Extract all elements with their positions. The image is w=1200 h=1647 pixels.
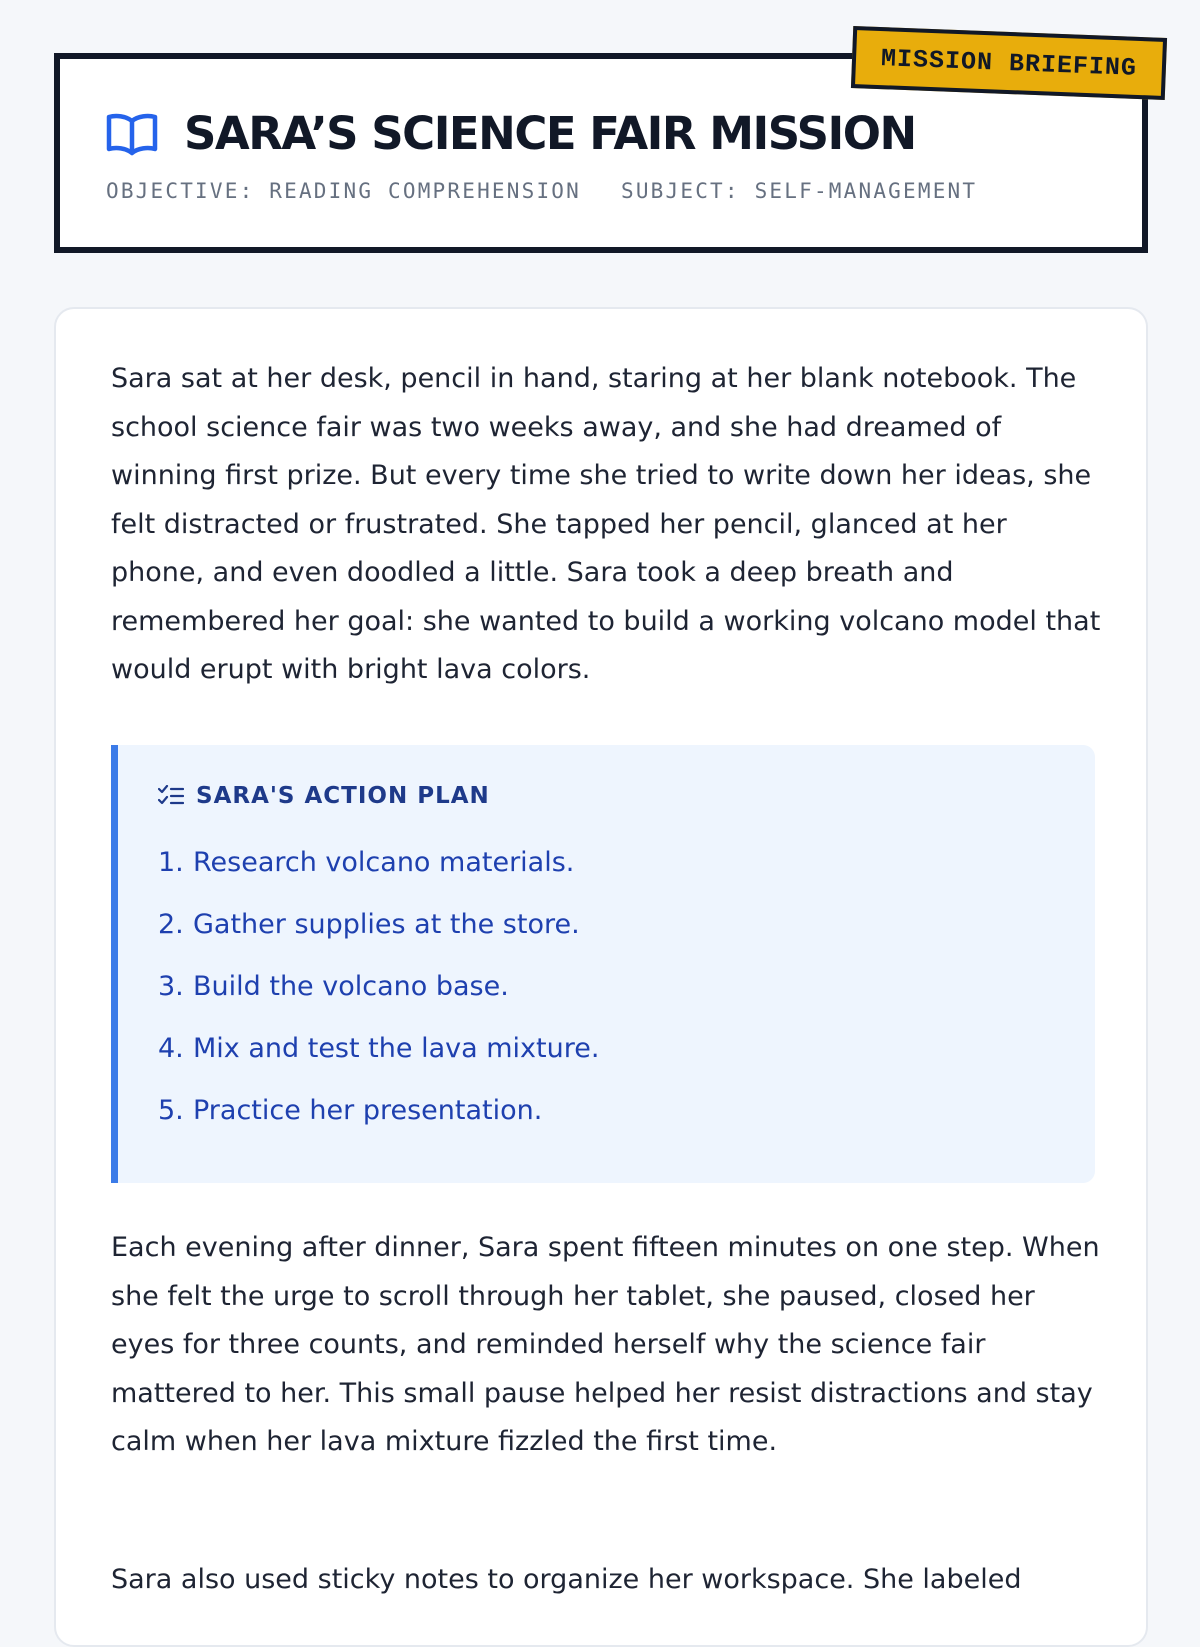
list-item-number: 4. [158, 1033, 184, 1064]
story-paragraph: Each evening after dinner, Sara spent fifteen minutes on one step. When she felt the urge to scroll through her tablet, she paused, closed her eyes for three counts, and reminded herself why the science fair mattered to her. This small pause helped her resist distractions and stay calm when her lava mixture fizzled the first time. [111, 1232, 1100, 1457]
title-row [106, 107, 916, 160]
list-item-text: Practice her presentation. [193, 1095, 543, 1126]
mission-meta [106, 179, 977, 203]
list-item-text: Gather supplies at the store. [193, 909, 580, 940]
action-plan-box [111, 745, 1095, 1183]
list-item-text: Build the volcano base. [193, 971, 509, 1002]
list-item-number: 1. [158, 847, 184, 878]
list-item-number: 5. [158, 1095, 184, 1126]
story-paragraph: Sara also used sticky notes to organize her workspace. She labeled [111, 1564, 1022, 1595]
objective-label: OBJECTIVE: READING COMPREHENSION [106, 179, 581, 203]
mission-briefing-badge: MISSION BRIEFING [851, 26, 1167, 100]
list-item-number: 3. [158, 971, 184, 1002]
list-item [158, 905, 599, 967]
list-item [158, 843, 599, 905]
list-item-text: Mix and test the lava mixture. [193, 1033, 600, 1064]
list-item [158, 1091, 599, 1153]
action-plan-title: SARA'S ACTION PLAN [196, 783, 490, 809]
open-book-icon [106, 111, 158, 157]
checklist-icon [158, 785, 184, 807]
page-title: SARA’S SCIENCE FAIR MISSION [184, 107, 916, 160]
story-paragraph: Sara sat at her desk, pencil in hand, staring at her blank notebook. The school science fair was two weeks away, and she had dreamed of winning first prize. But every time she tried to write down her ideas, she felt distracted or frustrated. She tapped her pencil, glanced at her phone, and even doodled a little. Sara took a deep breath and remembered her goal: she wanted to build a working volcano model that would erupt with bright lava colors. [111, 363, 1101, 685]
action-plan-list [158, 843, 599, 1153]
list-item [158, 1029, 599, 1091]
subject-label: SUBJECT: SELF-MANAGEMENT [620, 179, 978, 203]
list-item [158, 967, 599, 1029]
list-item-number: 2. [158, 909, 184, 940]
list-item-text: Research volcano materials. [193, 847, 575, 878]
action-plan-header [158, 783, 490, 809]
story-card [54, 307, 1148, 1647]
